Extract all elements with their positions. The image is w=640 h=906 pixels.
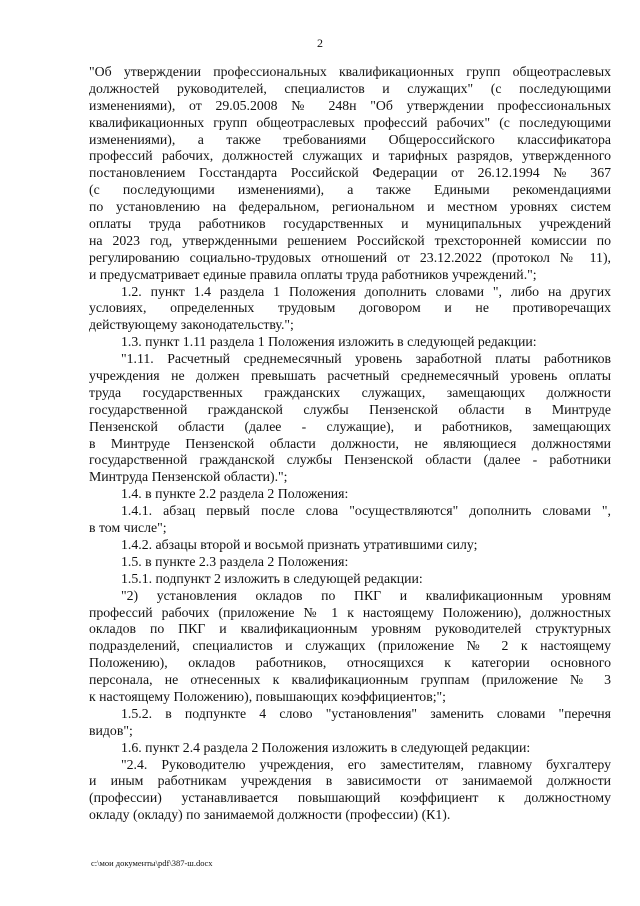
text-line: профессий рабочих, должностей служащих и тарифных разрядов, утвержденного bbox=[89, 148, 611, 164]
text-line: должностей руководителей, специалистов и служащих" (с последующими bbox=[89, 80, 611, 96]
file-path-footer: c:\мои документы\pdf\387-ш.docx bbox=[91, 858, 213, 868]
text-line: профессий рабочих (приложение № 1 к настоящему Положению), должностных bbox=[89, 604, 611, 620]
text-line: квалификационных групп общеотраслевых профессий рабочих" (с последующими bbox=[89, 114, 611, 130]
text-line: Положению), окладов работников, относящихся к категории основного bbox=[89, 655, 611, 671]
text-line: государственной гражданской службы Пензенской области в Минтруде bbox=[89, 401, 611, 417]
text-line: (профессии) устанавливается повышающий коэффициент к должностному bbox=[89, 790, 611, 806]
text-line: к настоящему Положению), повышающих коэффициентов;"; bbox=[89, 688, 447, 704]
text-line: условиях, определенных трудовым договором и не противоречащих bbox=[89, 300, 611, 316]
document-body bbox=[89, 64, 611, 824]
text-line: персонала, не отнесенных к квалификационным группам (приложение № 3 bbox=[89, 672, 611, 688]
text-line: постановлением Госстандарта Российской Федерации от 26.12.1994 № 367 bbox=[89, 165, 611, 181]
text-line: окладов по ПКГ и квалификационным уровням руководителей структурных bbox=[89, 621, 611, 637]
text-line: действующему законодательству."; bbox=[89, 317, 294, 333]
text-line: подразделений, специалистов и служащих (приложение № 2 к настоящему bbox=[89, 638, 611, 654]
text-line: на 2023 год, утвержденными решением Российской трехсторонней комиссии по bbox=[89, 232, 611, 248]
text-line: и иным работникам учреждения в зависимости от занимаемой должности bbox=[89, 773, 611, 789]
text-line: государственной гражданской службы Пензенской области (далее - работники bbox=[89, 452, 611, 468]
text-line: труда государственных гражданских служащих, замещающих должности bbox=[89, 384, 611, 400]
text-line: "Об утверждении профессиональных квалификационных групп общеотраслевых bbox=[89, 64, 611, 79]
text-line: "2.4. Руководителю учреждения, его заместителям, главному бухгалтеру bbox=[121, 756, 611, 772]
text-line: регулированию социально-трудовых отношений от 23.12.2022 (протокол № 11), bbox=[89, 249, 611, 265]
text-line: "1.11. Расчетный среднемесячный уровень заработной платы работников bbox=[121, 351, 611, 367]
text-line: в том числе"; bbox=[89, 520, 167, 536]
text-line: Минтруда Пензенской области)."; bbox=[89, 469, 288, 485]
text-line: в Минтруде Пензенской области должности, не являющиеся должностями bbox=[89, 435, 611, 451]
text-line: 1.4.1. абзац первый после слова "осуществляются" дополнить словами ", bbox=[121, 503, 611, 519]
text-line: 1.5. в пункте 2.3 раздела 2 Положения: bbox=[121, 553, 349, 569]
text-line: по установлению на федеральном, региональном и местном уровнях систем bbox=[89, 199, 611, 215]
text-line: (с последующими изменениями), а также Едиными рекомендациями bbox=[89, 182, 611, 198]
text-line: 1.4. в пункте 2.2 раздела 2 Положения: bbox=[121, 486, 349, 502]
text-line: 1.5.1. подпункт 2 изложить в следующей редакции: bbox=[121, 570, 423, 586]
text-line: видов"; bbox=[89, 722, 133, 738]
text-line: учреждения не должен превышать расчетный среднемесячный уровень оплаты bbox=[89, 368, 611, 384]
text-line: 1.5.2. в подпункте 4 слово "установления" заменить словами "перечня bbox=[121, 705, 611, 721]
text-line: "2) установления окладов по ПКГ и квалификационным уровням bbox=[121, 587, 611, 603]
text-line: 1.2. пункт 1.4 раздела 1 Положения дополнить словами ", либо на других bbox=[121, 283, 611, 299]
text-line: 1.4.2. абзацы второй и восьмой признать утратившими силу; bbox=[121, 536, 478, 552]
page-number: 2 bbox=[317, 36, 323, 50]
text-line: изменениями), от 29.05.2008 № 248н "Об утверждении профессиональных bbox=[89, 97, 611, 113]
text-line: оплаты труда работников государственных и муниципальных учреждений bbox=[89, 216, 611, 232]
text-line: Пензенской области (далее - служащие), и работников, замещающих bbox=[89, 418, 611, 434]
text-line: и предусматривает единые правила оплаты труда работников учреждений."; bbox=[89, 266, 537, 282]
text-line: изменениями), а также требованиями Общероссийского классификатора bbox=[89, 131, 611, 147]
text-line: 1.3. пункт 1.11 раздела 1 Положения изложить в следующей редакции: bbox=[121, 334, 537, 350]
text-line: окладу (окладу) по занимаемой должности (профессии) (К1). bbox=[89, 807, 451, 823]
text-line: 1.6. пункт 2.4 раздела 2 Положения изложить в следующей редакции: bbox=[121, 739, 531, 755]
